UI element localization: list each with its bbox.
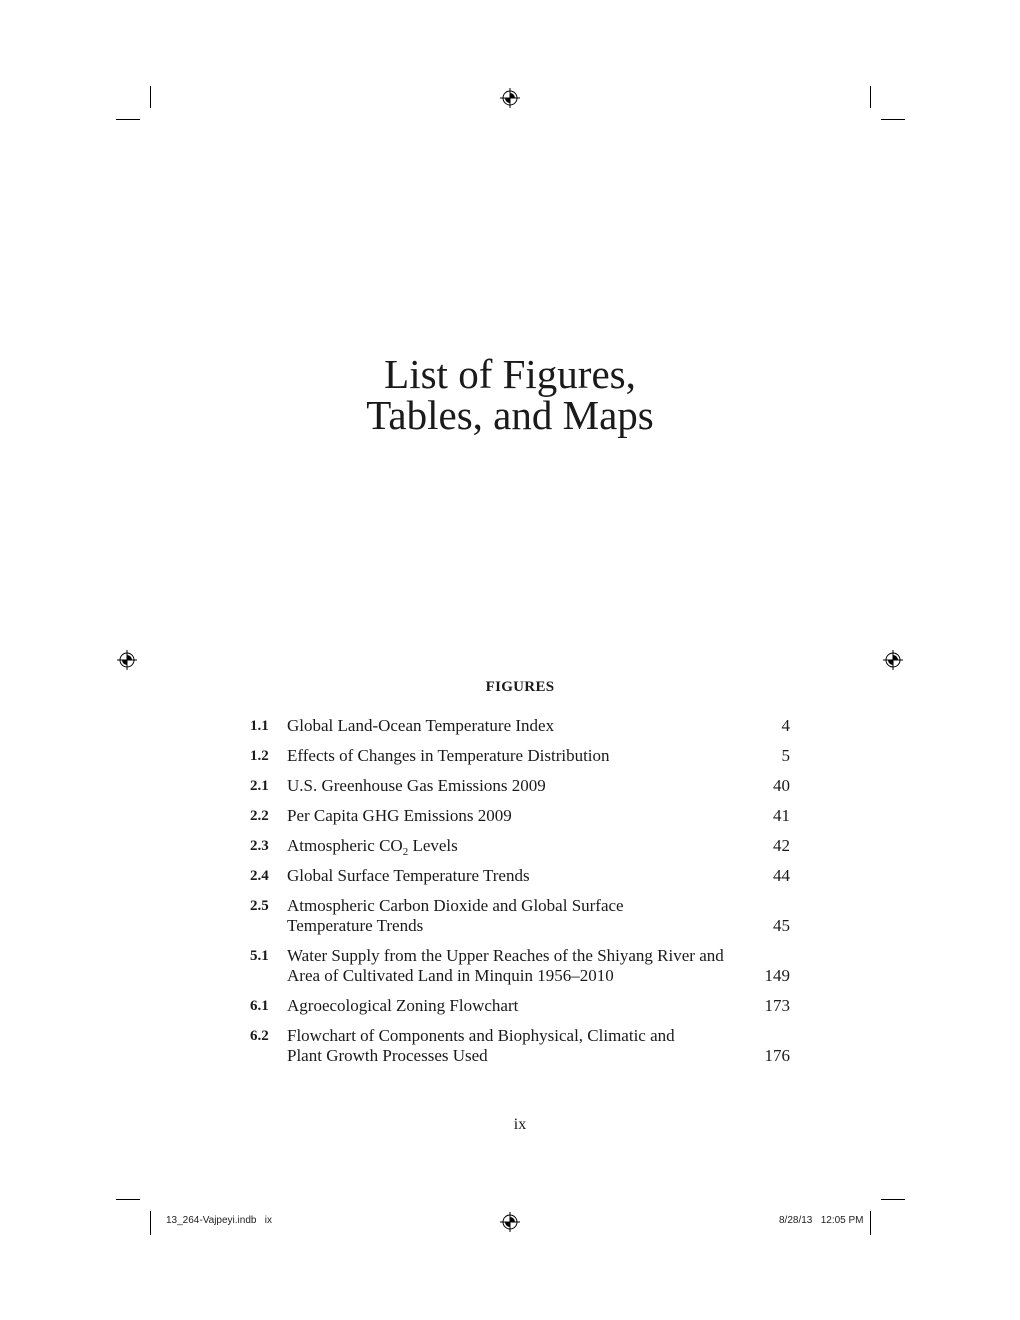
figure-number: 2.2 [250, 808, 269, 824]
registration-mark-bottom-icon [500, 1212, 520, 1232]
page-title-line-1: List of Figures, [384, 351, 636, 397]
figure-entry [250, 866, 790, 886]
figure-page-number: 5 [781, 746, 790, 765]
figure-entry [250, 746, 790, 766]
crop-mark-top-right-vertical [870, 86, 871, 108]
figure-page-number: 41 [773, 806, 790, 825]
crop-mark-top-left-horizontal [116, 119, 140, 120]
figure-page-number: 176 [764, 1046, 790, 1065]
figure-number: 2.5 [250, 898, 269, 914]
registration-mark-top-icon [500, 88, 520, 108]
figure-title: Per Capita GHG Emissions 2009 [287, 806, 512, 825]
figure-title: Global Surface Temperature Trends [287, 866, 530, 885]
figure-page-number: 4 [781, 716, 790, 735]
page-number: ix [513, 1116, 527, 1133]
figure-entry [250, 716, 790, 736]
figure-title: Effects of Changes in Temperature Distribution [287, 746, 610, 765]
page-title [0, 351, 1020, 438]
figure-page-number: 45 [773, 916, 790, 935]
figure-page-number: 149 [764, 966, 790, 985]
figure-entry [250, 996, 790, 1016]
crop-mark-bottom-left-vertical [150, 1211, 151, 1235]
figure-number: 2.3 [250, 838, 269, 854]
figure-page-number: 173 [764, 996, 790, 1015]
registration-mark-right-icon [883, 650, 903, 670]
figure-page-number: 42 [773, 836, 790, 855]
figure-number: 5.1 [250, 948, 269, 964]
figure-entry [250, 1026, 790, 1066]
registration-mark-left-icon [117, 650, 137, 670]
figure-number: 1.2 [250, 748, 269, 764]
figure-title: Atmospheric Carbon Dioxide and Global Surface Temperature Trends [287, 896, 624, 935]
figure-title: U.S. Greenhouse Gas Emissions 2009 [287, 776, 546, 795]
figure-number: 6.2 [250, 1028, 269, 1044]
figure-entry [250, 806, 790, 826]
figure-number: 1.1 [250, 718, 269, 734]
figure-title: Water Supply from the Upper Reaches of the Shiyang River and Area of Cultivated Land in Minquin 1956–2010 [287, 946, 724, 985]
figure-list [250, 716, 790, 1076]
figure-number: 2.1 [250, 778, 269, 794]
crop-mark-top-left-vertical [150, 86, 151, 108]
page-title-line-2: Tables, and Maps [366, 392, 654, 438]
figure-title: Agroecological Zoning Flowchart [287, 996, 519, 1015]
figure-title-part: Atmospheric CO [287, 836, 403, 855]
slug-file-info: 13_264-Vajpeyi.indb ix [166, 1215, 272, 1226]
crop-mark-top-right-horizontal [881, 119, 905, 120]
crop-mark-bottom-right-horizontal [881, 1199, 905, 1200]
figure-title [287, 836, 730, 856]
crop-mark-bottom-left-horizontal [116, 1199, 140, 1200]
figure-entry [250, 946, 790, 986]
slug-timestamp: 8/28/13 12:05 PM [779, 1215, 864, 1226]
section-heading-figures: FIGURES [485, 679, 555, 695]
figure-title-part: Levels [408, 836, 458, 855]
figure-number: 2.4 [250, 868, 269, 884]
crop-mark-bottom-right-vertical [870, 1211, 871, 1235]
figure-title: Flowchart of Components and Biophysical, Climatic and Plant Growth Processes Used [287, 1026, 675, 1065]
figure-title-subscript: 2 [402, 846, 409, 858]
figure-entry [250, 896, 790, 936]
figure-entry [250, 836, 790, 856]
figure-page-number: 44 [773, 866, 790, 885]
figure-number: 6.1 [250, 998, 269, 1014]
figure-title: Global Land-Ocean Temperature Index [287, 716, 555, 735]
figure-page-number: 40 [773, 776, 790, 795]
figure-entry [250, 776, 790, 796]
